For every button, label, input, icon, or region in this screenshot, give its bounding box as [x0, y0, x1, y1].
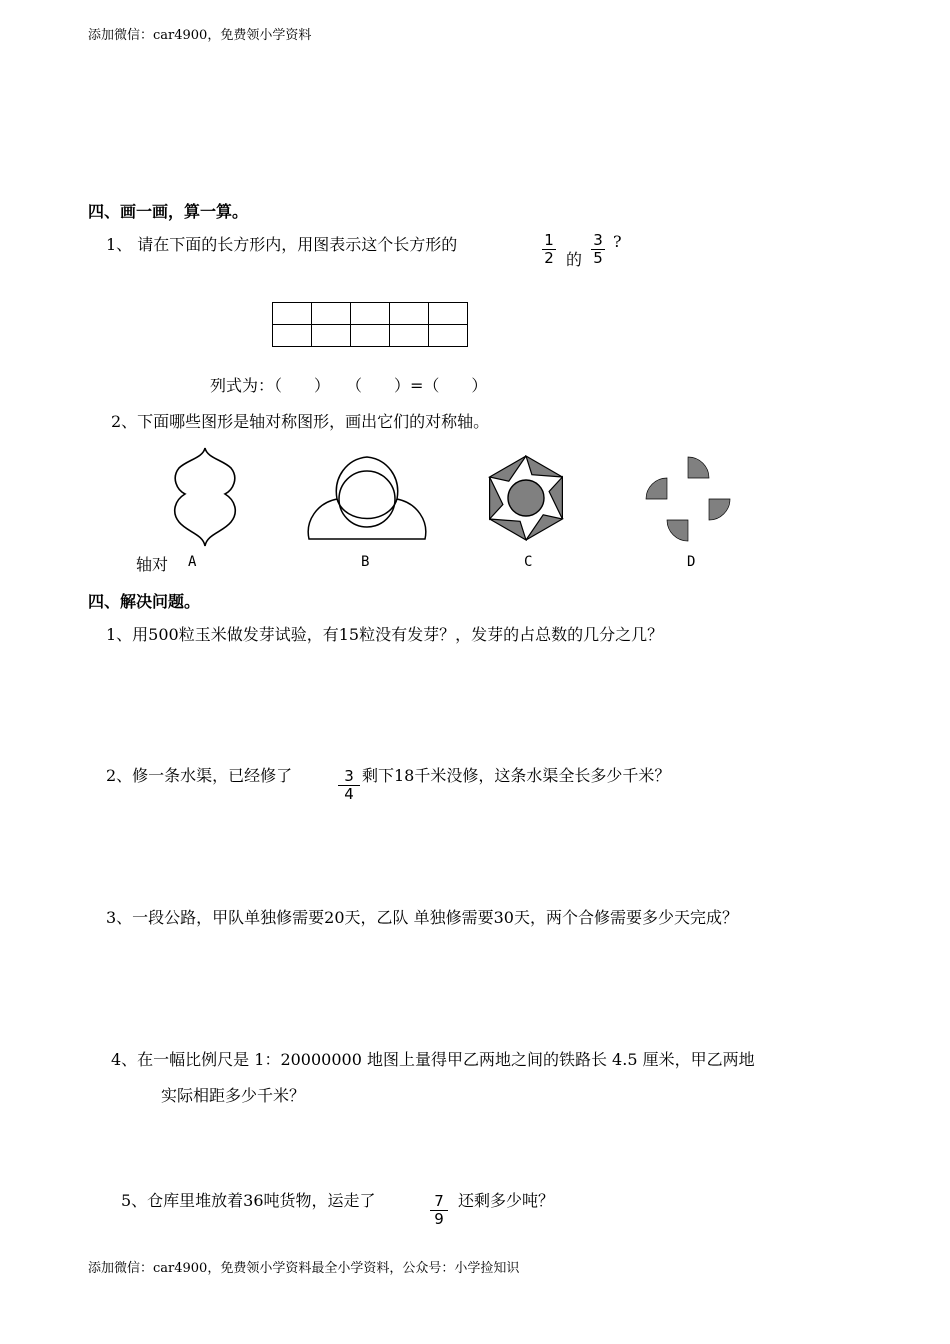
q1-text: 1、 请在下面的长方形内，用图表示这个长方形的 — [106, 235, 458, 254]
problem-1: 1、用500粒玉米做发芽试验，有15粒没有发芽？，发芽的占总数的几分之几？ — [106, 625, 664, 644]
pinwheel-blade — [709, 499, 730, 520]
frac-num: 3 — [344, 767, 354, 785]
frac-num: 3 — [593, 231, 603, 249]
fraction-1-2 — [542, 232, 556, 268]
pinwheel-quarter-circles-icon — [643, 455, 733, 547]
triangle-segment — [490, 519, 526, 540]
page-footer: 添加微信：car4900，免费领小学资料最全小学资料，公众号：小学捡知识 — [88, 1261, 520, 1276]
grid-cell[interactable] — [429, 325, 468, 347]
pinwheel-blade — [688, 457, 709, 478]
shape-label-d: D — [687, 554, 696, 570]
triangle-segment — [490, 456, 526, 481]
triangle-segment — [526, 515, 562, 540]
section-title-solve: 四、解决问题。 — [88, 592, 201, 611]
triangle-segment — [526, 456, 562, 477]
triangle-segment — [549, 477, 562, 519]
grid-cell[interactable] — [312, 303, 351, 325]
fraction-3-4 — [338, 768, 360, 804]
frac-den: 5 — [593, 249, 603, 268]
triangle-segment — [490, 477, 503, 519]
grid-cell[interactable] — [312, 325, 351, 347]
grid-cell[interactable] — [273, 303, 312, 325]
frac-den: 4 — [344, 785, 354, 804]
grid-cell[interactable] — [351, 303, 390, 325]
q1-connector: 的 — [566, 250, 583, 269]
problem-3: 3、一段公路，甲队单独修需要20天，乙队 单独修需要30天，两个合修需要多少天完成？ — [106, 908, 738, 927]
grid-cell[interactable] — [429, 303, 468, 325]
formula-line: 列式为：（ ） （ ）=（ ） — [210, 376, 488, 395]
problem-2-before: 2、修一条水渠，已经修了 — [106, 766, 293, 785]
vase-outline-icon — [165, 446, 245, 548]
problem-4-line2: 实际相距多少千米？ — [161, 1086, 306, 1105]
q1-end: ? — [613, 232, 622, 251]
hexagon-triangles-circle-icon — [482, 455, 570, 541]
grid-cell[interactable] — [390, 325, 429, 347]
problem-5-before: 5、仓库里堆放着36吨货物，运走了 — [121, 1191, 376, 1210]
shape-label-c: C — [524, 554, 533, 570]
pinwheel-blade — [667, 520, 688, 541]
axis-label: 轴对 — [136, 555, 169, 574]
shape-label-b: B — [361, 554, 370, 570]
grid-cell[interactable] — [390, 303, 429, 325]
frac-num: 1 — [544, 231, 554, 249]
fraction-3-5 — [591, 232, 605, 268]
three-circle-knot-icon — [305, 455, 429, 541]
frac-num: 7 — [434, 1192, 444, 1210]
grid-cell[interactable] — [351, 325, 390, 347]
pinwheel-blade — [646, 478, 667, 499]
problem-4-line1: 4、在一幅比例尺是 1：20000000 地图上量得甲乙两地之间的铁路长 4.5 厘米，甲乙两地 — [111, 1050, 755, 1069]
page-header: 添加微信：car4900，免费领小学资料 — [88, 28, 312, 43]
q2-text: 2、下面哪些图形是轴对称图形，画出它们的对称轴。 — [111, 412, 490, 431]
problem-5-after: 还剩多少吨？ — [458, 1191, 555, 1210]
section-title-draw: 四、画一画，算一算。 — [88, 202, 249, 221]
fraction-7-9 — [430, 1193, 448, 1229]
rectangle-grid[interactable] — [272, 302, 468, 347]
frac-den: 9 — [434, 1210, 444, 1229]
frac-den: 2 — [544, 249, 554, 268]
problem-2-after: 剩下18千米没修，这条水渠全长多少千米？ — [362, 766, 671, 785]
grid-cell[interactable] — [273, 325, 312, 347]
shape-label-a: A — [188, 554, 197, 570]
